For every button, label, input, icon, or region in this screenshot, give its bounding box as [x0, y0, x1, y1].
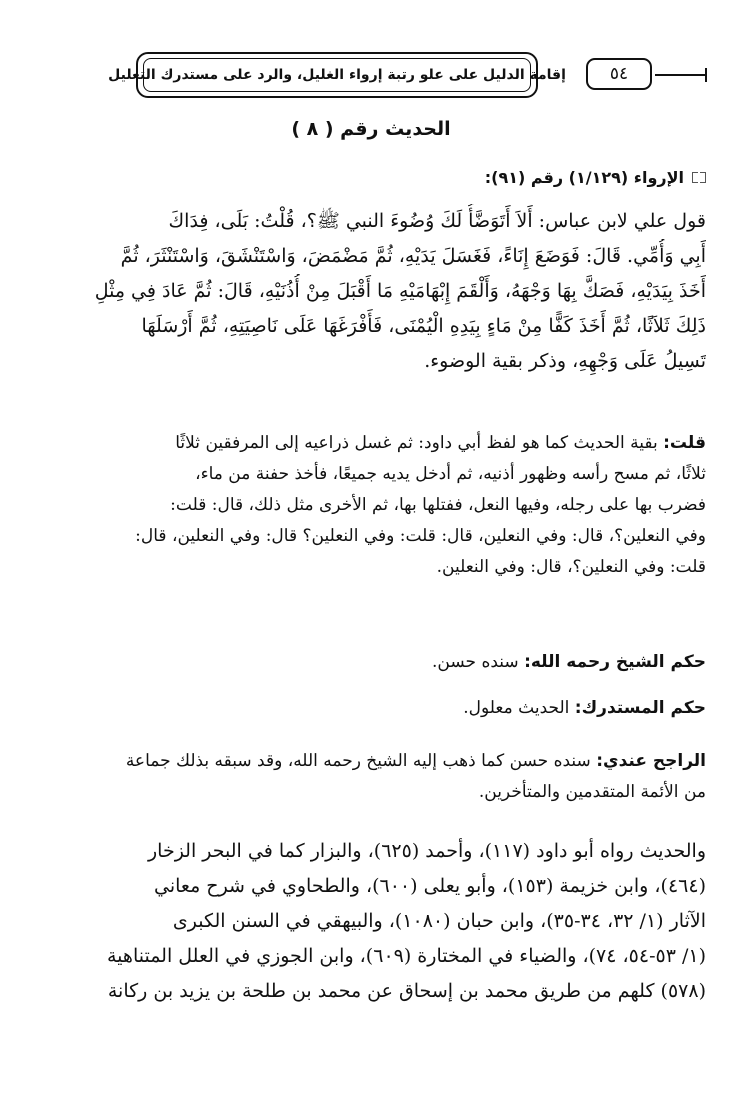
- mustadrak-ruling: [36, 692, 706, 724]
- hadith-heading: الحديث رقم ( ٨ ): [291, 118, 451, 140]
- rajih-label: الراجح عندي:: [596, 751, 706, 771]
- qultu-label: قلت:: [663, 433, 706, 453]
- qultu-line: [36, 428, 706, 459]
- qultu-paragraph: [36, 428, 706, 583]
- sheikh-ruling-value: سنده حسن.: [432, 652, 525, 672]
- sheikh-ruling: [36, 646, 706, 678]
- sheikh-ruling-label: حكم الشيخ رحمه الله:: [524, 652, 706, 672]
- mustadrak-ruling-label: حكم المستدرك:: [574, 698, 706, 718]
- page-number-text: ٥٤: [609, 64, 629, 84]
- hadith-text: [36, 204, 706, 379]
- rajih-line: [36, 746, 706, 777]
- irwa-reference: [485, 168, 706, 187]
- hadith-line: قول علي لابن عباس: أَلاَ أَتَوَضَّأُ لَكَ وُضُوءَ النبي ﷺ؟، قُلْتُ: بَلَى، فِدَاكَ: [168, 210, 706, 232]
- qultu-line: وفي النعلين؟، قال: وفي النعلين، قال: قلت: وفي النعلين؟ قال: وفي النعلين، قال:: [135, 526, 706, 546]
- header-rule: [655, 74, 707, 76]
- takhrij-line: والحديث رواه أبو داود (١١٧)، وأحمد (٦٢٥)، والبزار كما في البحر الزخار: [147, 840, 706, 862]
- page-number: [586, 58, 652, 90]
- qultu-line: فضرب بها على رجله، وفيها النعل، ففتلها بها، ثم الأخرى مثل ذلك، قال: قلت:: [170, 495, 706, 515]
- mustadrak-ruling-line: [36, 692, 706, 724]
- running-title-frame: [108, 52, 566, 98]
- hadith-line: أَبِي وَأُمِّي. قَالَ: فَوَضَعَ إِنَاءً، فَغَسَلَ يَدَيْهِ، ثُمَّ مَضْمَضَ، وَاسْتَنْشَقَ، وَاسْتَنْثَرَ، ثُمَّ: [120, 245, 706, 267]
- takhrij-line: (٤٦٤)، وابن خزيمة (١٥٣)، وأبو يعلى (٦٠٠)، والطحاوي في شرح معاني: [154, 875, 706, 897]
- qultu-line: ثلاثًا، ثم مسح رأسه وظهور أذنيه، ثم أدخل يديه جميعًا، فأخذ حفنة من ماء،: [195, 464, 706, 484]
- takhrij-line: الآثار (١/ ٣٢، ٣٤-٣٥)، وابن حبان (١٠٨٠)، والبيهقي في السنن الكبرى: [172, 910, 706, 932]
- takhrij-line: (٥٧٨) كلهم من طريق محمد بن إسحاق عن محمد بن طلحة بن يزيد بن ركانة: [107, 980, 706, 1002]
- rajih-line: من الأئمة المتقدمين والمتأخرين.: [478, 782, 706, 802]
- running-title: إقامة الدليل على علو رتبة إرواء الغليل، والرد على مستدرك التعليل: [143, 58, 531, 92]
- hadith-line: أَخَذَ بِيَدَيْهِ، فَصَكَّ بِهَا وَجْهَهُ، وَأَلْقَمَ إِبْهَامَيْهِ مَا أَقْبَلَ مِنْ أُذُنَيْهِ، قَالَ: ثُمَّ عَادَ فِي مِثْلِ: [94, 280, 706, 302]
- hadith-line: ذَلِكَ ثَلاَثًا، ثُمَّ أَخَذَ كَفًّا مِنْ مَاءٍ بِيَدِهِ الْيُمْنَى، فَأَفْرَغَهَا عَلَى نَاصِيَتِهِ، ثُمَّ أَرْسَلَهَا: [141, 315, 706, 337]
- takhrij-line: (١/ ٥٣-٥٤، ٧٤)، والضياء في المختارة (٦٠٩)، وابن الجوزي في العلل المتناهية: [107, 945, 706, 967]
- mustadrak-ruling-value: الحديث معلول.: [463, 698, 575, 718]
- qultu-line: قلت: وفي النعلين؟، قال: وفي النعلين.: [436, 557, 706, 577]
- qultu-first-line: بقية الحديث كما هو لفظ أبي داود: ثم غسل ذراعيه إلى المرفقين ثلاثًا: [175, 433, 664, 453]
- irwa-reference-text: الإرواء (١/١٢٩) رقم (٩١):: [484, 168, 684, 187]
- rajih-first-line: سنده حسن كما ذهب إليه الشيخ رحمه الله، وقد سبقه بذلك جماعة: [125, 751, 597, 771]
- sheikh-ruling-line: [36, 646, 706, 678]
- book-icon: [692, 172, 706, 184]
- hadith-line: تَسِيلُ عَلَى وَجْهِهِ، وذكر بقية الوضوء.: [424, 350, 706, 372]
- takhrij-paragraph: [36, 834, 706, 1009]
- rajih-paragraph: [36, 746, 706, 808]
